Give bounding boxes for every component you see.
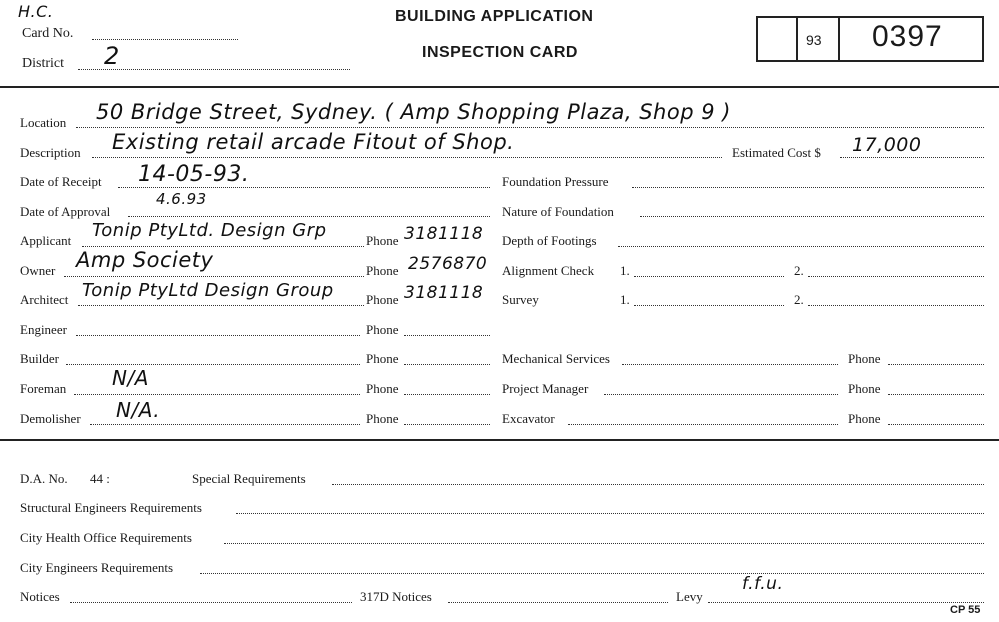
foreman-phone-line [404,393,490,395]
estimated-cost-label: Estimated Cost $ [732,145,821,160]
foundation-pressure-line [632,186,984,188]
project-manager-phone-line [888,393,984,395]
structural-engineers-label: Structural Engineers Requirements [20,500,202,515]
section-separator [0,439,999,441]
architect-phone-label: Phone [366,292,399,307]
location-label: Location [20,115,67,130]
engineer-phone-label: Phone [366,322,399,337]
card-number-box [756,16,984,62]
special-requirements-line [332,483,984,485]
applicant-line [82,245,364,247]
survey-1-label: 1. [620,292,630,307]
city-health-label: City Health Office Requirements [20,530,192,545]
district-value: 2 [104,42,120,70]
survey-1-line [634,304,784,306]
owner-phone-value: 2576870 [408,254,488,274]
architect-label: Architect [20,292,69,307]
form-title-line2: INSPECTION CARD [422,44,578,61]
applicant-value: Tonip PtyLtd. Design Grp [92,220,327,241]
city-engineers-line [200,572,984,574]
alignment-check-label: Alignment Check [502,263,595,278]
excavator-line [568,423,838,425]
applicant-label: Applicant [20,233,72,248]
owner-line [64,275,364,277]
builder-phone-label: Phone [366,351,399,366]
demolisher-value: N/A. [116,398,161,422]
excavator-phone-label: Phone [848,411,881,426]
demolisher-phone-line [404,423,490,425]
district-label: District [22,56,64,71]
special-requirements-label: Special Requirements [192,471,306,486]
box-divider-2 [838,16,840,62]
levy-line [708,601,984,603]
mechanical-services-line [622,363,838,365]
engineer-label: Engineer [20,322,67,337]
location-line [76,126,984,128]
alignment-check-1-label: 1. [620,263,630,278]
demolisher-label: Demolisher [20,411,81,426]
owner-phone-label: Phone [366,263,399,278]
survey-2-line [808,304,984,306]
applicant-phone-value: 3181118 [404,224,484,244]
date-of-approval-line [128,215,490,217]
date-of-receipt-value: 14-05-93. [138,162,250,187]
builder-phone-line [404,363,490,365]
estimated-cost-line [840,156,984,158]
alignment-check-1-line [634,275,784,277]
da-no-label: D.A. No. [20,471,68,486]
owner-label: Owner [20,263,56,278]
foreman-value: N/A [112,366,149,390]
foundation-pressure-label: Foundation Pressure [502,174,609,189]
survey-label: Survey [502,292,539,307]
foreman-label: Foreman [20,381,67,396]
levy-value: f.f.u. [742,574,784,594]
card-year: 93 [806,32,822,48]
excavator-phone-line [888,423,984,425]
foreman-phone-label: Phone [366,381,399,396]
engineer-line [76,334,360,336]
applicant-phone-label: Phone [366,233,399,248]
date-of-approval-label: Date of Approval [20,204,111,219]
demolisher-phone-label: Phone [366,411,399,426]
nature-of-foundation-label: Nature of Foundation [502,204,614,219]
demolisher-line [90,423,360,425]
card-no-label: Card No. [22,26,74,41]
card-number: 0397 [872,20,943,53]
depth-of-footings-label: Depth of Footings [502,233,597,248]
mechanical-services-phone-label: Phone [848,351,881,366]
builder-line [66,363,360,365]
box-divider-1 [796,16,798,62]
mechanical-services-label: Mechanical Services [502,351,610,366]
form-code: CP 55 [950,604,981,616]
city-engineers-label: City Engineers Requirements [20,560,174,575]
estimated-cost-value: 17,000 [852,134,922,156]
alignment-check-2-line [808,275,984,277]
description-value: Existing retail arcade Fitout of Shop. [112,130,515,154]
mechanical-services-phone-line [888,363,984,365]
notices-317d-line [448,601,668,603]
alignment-check-2-label: 2. [794,263,804,278]
depth-of-footings-line [618,245,984,247]
notices-line [70,601,352,603]
owner-value: Amp Society [76,248,214,272]
hc-note: H.C. [18,2,54,21]
form-title-line1: BUILDING APPLICATION [395,8,594,25]
architect-phone-value: 3181118 [404,283,484,303]
foreman-line [74,393,360,395]
nature-of-foundation-line [640,215,984,217]
project-manager-label: Project Manager [502,381,589,396]
header-separator [0,86,999,88]
project-manager-phone-label: Phone [848,381,881,396]
description-line [92,156,722,158]
date-of-receipt-label: Date of Receipt [20,174,102,189]
notices-label: Notices [20,589,60,604]
card-no-line [92,38,238,40]
architect-line [78,304,364,306]
builder-label: Builder [20,351,59,366]
date-of-approval-value: 4.6.93 [156,190,207,208]
description-label: Description [20,145,81,160]
location-value: 50 Bridge Street, Sydney. ( Amp Shopping Plaza, Shop 9 ) [96,100,731,124]
project-manager-line [604,393,838,395]
architect-value: Tonip PtyLtd Design Group [82,280,334,301]
da-no-value: 44 : [90,471,110,486]
city-health-line [224,542,984,544]
notices-317d-label: 317D Notices [360,589,432,604]
levy-label: Levy [676,589,703,604]
engineer-phone-line [404,334,490,336]
excavator-label: Excavator [502,411,555,426]
survey-2-label: 2. [794,292,804,307]
structural-engineers-line [236,512,984,514]
